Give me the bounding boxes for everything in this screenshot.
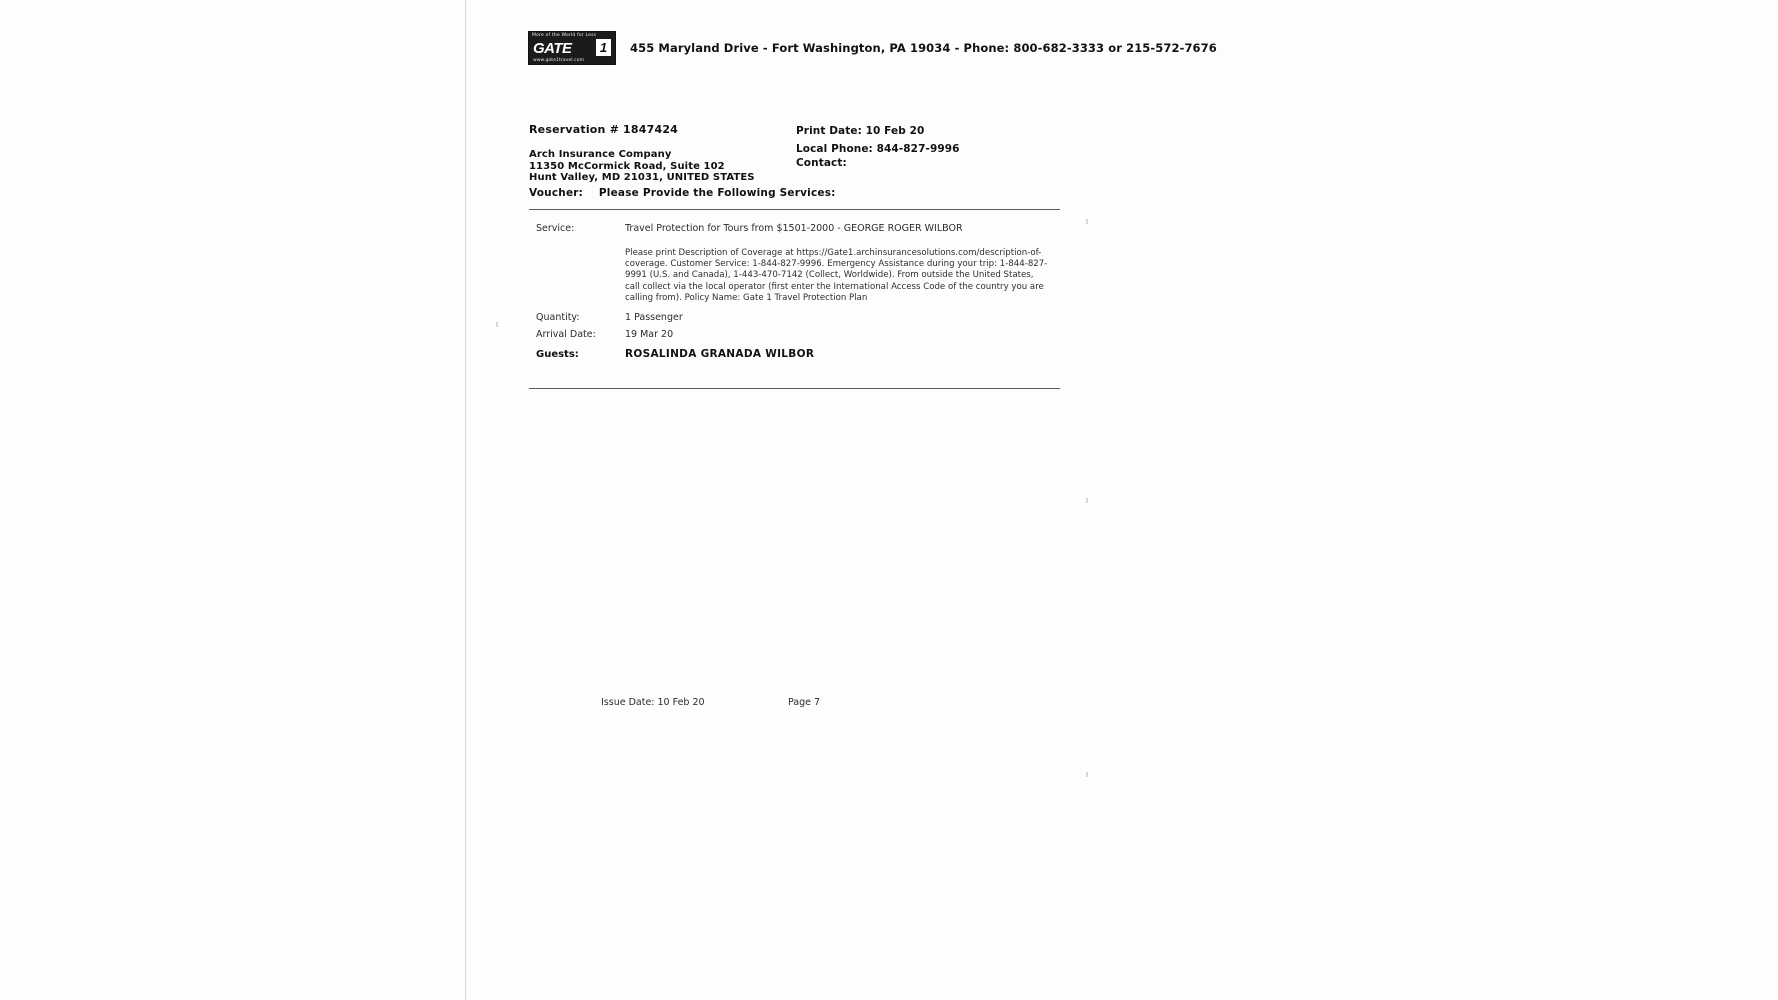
quantity-value: 1 Passenger [625,312,683,323]
billing-address-block [529,149,755,184]
arrival-date-value: 19 Mar 20 [625,329,674,340]
quantity-label: Quantity: [536,312,580,323]
scan-speck [1086,498,1088,503]
scan-speck [1086,772,1088,777]
logo-wordmark: GATE [533,40,572,57]
logo-website-url: www.gate1travel.com [533,58,585,63]
scan-speck [1086,219,1088,224]
voucher-label: Voucher: [529,187,584,199]
guests-label: Guests: [536,349,579,360]
letterhead [528,31,1217,65]
reservation-number: Reservation # 1847424 [529,123,679,136]
voucher-line [529,187,836,199]
billing-company-name: Arch Insurance Company [529,149,672,160]
print-date: Print Date: 10 Feb 20 [796,125,925,137]
scan-speck [496,322,498,327]
issue-date: Issue Date: 10 Feb 20 [601,697,705,708]
table-top-rule [529,209,1060,210]
page-number: Page 7 [788,697,821,708]
guests-value: ROSALINDA GRANADA WILBOR [625,348,815,360]
scan-edge-line [465,0,466,1000]
coverage-description-text: Please print Description of Coverage at https://Gate1.archinsurancesolutions.com/description-of-coverage. Customer Service: 1-844-827-9996. Emergency Assistance during your trip: 1-844-827-9991 (U.S. and Canada), 1-443-470-7142 (Collect, Worldwide). From outside the United States, call collect via the local operator (first enter the International Access Code of the country you are calling from). Policy Name: Gate 1 Travel Protection Plan [625,248,1048,303]
company-address-line: 455 Maryland Drive - Fort Washington, PA 19034 - Phone: 800-682-3333 or 215-572-7676 [630,41,1217,55]
table-bottom-rule [529,388,1060,389]
local-phone: Local Phone: 844-827-9996 [796,143,960,155]
billing-street: 11350 McCormick Road, Suite 102 [529,160,725,172]
service-label: Service: [536,223,575,234]
service-value: Travel Protection for Tours from $1501-2000 - GEORGE ROGER WILBOR [625,223,963,234]
billing-city-state-zip: Hunt Valley, MD 21031, UNITED STATES [529,172,755,183]
arrival-date-label: Arrival Date: [536,329,596,340]
logo-tagline: More of the World for Less [532,33,597,38]
gate1-logo [528,31,616,65]
voucher-instruction: Please Provide the Following Services: [598,187,836,199]
logo-number: 1 [596,39,611,56]
contact-label: Contact: [796,157,847,169]
